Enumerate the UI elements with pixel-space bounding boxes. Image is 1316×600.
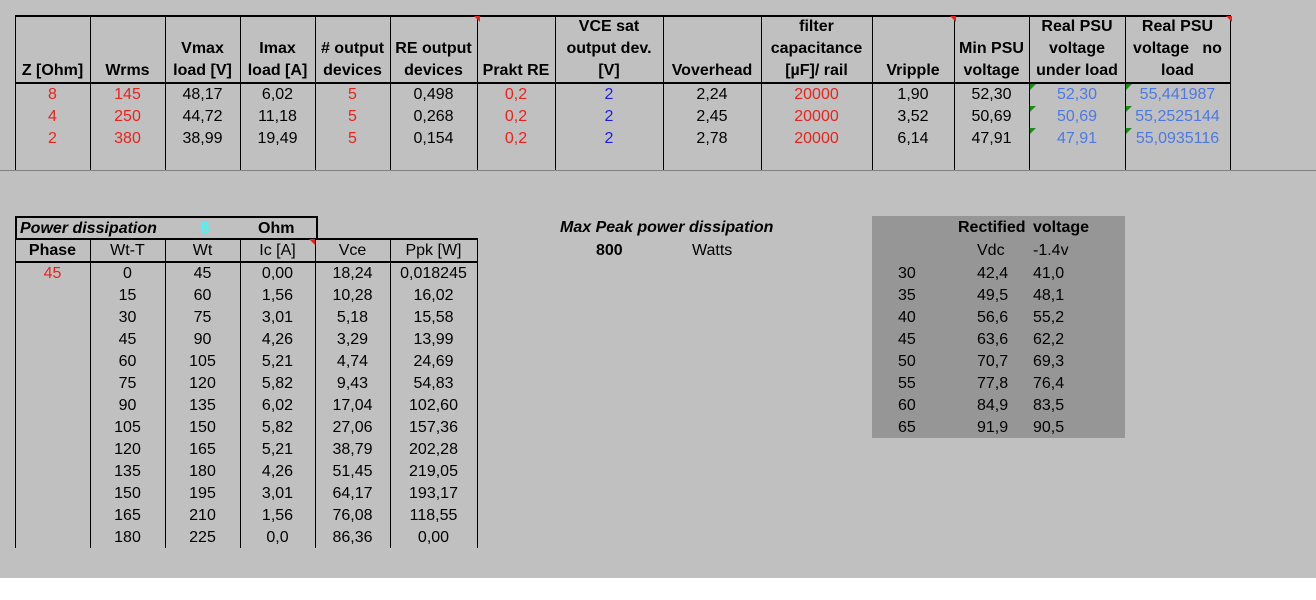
- top-header-line: load [A]: [247, 62, 308, 79]
- rectified-cell[interactable]: 63,6: [977, 331, 1009, 348]
- top-header-line: devices: [404, 62, 463, 79]
- power-data-cell[interactable]: 15: [118, 287, 137, 304]
- max-peak-title: Max Peak power dissipation: [560, 219, 774, 236]
- power-data-cell[interactable]: 9,43: [336, 375, 369, 392]
- power-data-cell[interactable]: 54,83: [413, 375, 454, 392]
- power-data-cell[interactable]: 18,24: [332, 265, 373, 282]
- top-data-cell[interactable]: 0,2: [504, 86, 528, 103]
- power-data-cell[interactable]: 180: [189, 463, 216, 480]
- top-header-line: Vripple: [886, 62, 940, 79]
- rectified-cell[interactable]: 35: [898, 287, 916, 304]
- top-data-cell[interactable]: 3,52: [897, 108, 929, 125]
- top-col-divider: [1230, 15, 1231, 170]
- rectified-voltage-box: [872, 216, 1125, 438]
- rectified-cell[interactable]: 76,4: [1033, 375, 1065, 392]
- power-data-cell[interactable]: 5,18: [336, 309, 369, 326]
- top-data-cell[interactable]: 0,154: [413, 130, 454, 147]
- top-data-cell[interactable]: 38,99: [182, 130, 223, 147]
- top-header-cell[interactable]: [1125, 16, 1230, 82]
- power-data-cell[interactable]: 0,00: [261, 265, 294, 282]
- top-data-cell[interactable]: 52,30: [971, 86, 1012, 103]
- power-data-cell[interactable]: 30: [118, 309, 137, 326]
- rectified-cell[interactable]: 62,2: [1033, 331, 1065, 348]
- power-data-cell[interactable]: 135: [114, 463, 141, 480]
- power-data-cell[interactable]: 0,00: [417, 529, 450, 546]
- top-data-cell[interactable]: 2: [604, 108, 614, 125]
- top-header-line: voltage no: [1133, 40, 1222, 57]
- power-data-cell[interactable]: 225: [189, 529, 216, 546]
- top-header-cell[interactable]: [1029, 16, 1125, 82]
- power-data-cell[interactable]: 165: [189, 441, 216, 458]
- top-data-cell[interactable]: 4: [48, 108, 57, 125]
- error-marker: [1126, 84, 1132, 90]
- top-header-line: capacitance: [770, 40, 863, 57]
- power-data-cell[interactable]: 90: [193, 331, 212, 348]
- power-data-cell[interactable]: 6,02: [261, 397, 294, 414]
- power-data-cell[interactable]: 1,56: [261, 507, 294, 524]
- top-data-cell[interactable]: 6,14: [897, 130, 929, 147]
- max-peak-unit: Watts: [692, 242, 733, 259]
- top-data-cell[interactable]: 5: [348, 108, 357, 125]
- top-header-line: Real PSU: [1041, 18, 1113, 35]
- power-data-cell[interactable]: 51,45: [332, 463, 373, 480]
- rectified-cell[interactable]: 48,1: [1033, 287, 1065, 304]
- top-header-cell[interactable]: [477, 16, 555, 82]
- top-header-line: load [V]: [173, 62, 232, 79]
- power-data-cell[interactable]: 17,04: [332, 397, 373, 414]
- power-data-cell[interactable]: 10,28: [332, 287, 373, 304]
- power-data-cell[interactable]: 3,29: [336, 331, 369, 348]
- top-header-line: load: [1161, 62, 1194, 79]
- error-marker: [1030, 84, 1036, 90]
- rectified-col-vdc: Vdc: [977, 242, 1005, 259]
- top-data-cell[interactable]: 8: [48, 86, 57, 103]
- max-peak-value: 800: [596, 242, 623, 259]
- error-marker: [1126, 128, 1132, 134]
- power-data-cell[interactable]: 60: [118, 353, 137, 370]
- top-header-line: output dev.: [566, 40, 652, 57]
- power-data-cell[interactable]: 157,36: [409, 419, 458, 436]
- top-header-line: Wrms: [105, 62, 150, 79]
- power-data-cell[interactable]: 13,99: [413, 331, 454, 348]
- top-header-line: [µF]/ rail: [785, 62, 848, 79]
- rectified-cell[interactable]: 84,9: [977, 397, 1009, 414]
- top-header-line: Voverhead: [671, 62, 753, 79]
- rectified-cell[interactable]: 55: [898, 375, 916, 392]
- power-data-cell[interactable]: 38,79: [332, 441, 373, 458]
- top-data-cell[interactable]: 0,2: [504, 108, 528, 125]
- top-header-line: # output: [320, 40, 385, 57]
- top-data-cell[interactable]: 2,78: [696, 130, 728, 147]
- power-data-cell[interactable]: 27,06: [332, 419, 373, 436]
- top-data-cell[interactable]: 20000: [794, 108, 839, 125]
- comment-marker: [950, 16, 956, 22]
- top-data-cell[interactable]: 19,49: [257, 130, 298, 147]
- power-data-cell[interactable]: 120: [114, 441, 141, 458]
- power-data-cell[interactable]: 0,018245: [400, 265, 467, 282]
- top-data-cell[interactable]: 55,0935116: [1135, 130, 1220, 147]
- error-marker: [1126, 106, 1132, 112]
- top-header-cell[interactable]: [555, 16, 663, 82]
- power-data-cell[interactable]: 45: [118, 331, 137, 348]
- top-data-cell[interactable]: 0,268: [413, 108, 454, 125]
- top-header-line: Prakt RE: [482, 62, 550, 79]
- power-header-cell[interactable]: Ppk [W]: [405, 242, 462, 259]
- error-marker: [1030, 128, 1036, 134]
- power-header-cell[interactable]: Wt: [192, 242, 213, 259]
- power-col-divider: [477, 238, 478, 548]
- power-data-cell[interactable]: 118,55: [409, 507, 458, 524]
- power-data-cell[interactable]: 105: [189, 353, 216, 370]
- top-data-cell[interactable]: 47,91: [971, 130, 1012, 147]
- power-data-cell[interactable]: 180: [114, 529, 141, 546]
- power-data-cell[interactable]: 45: [193, 265, 212, 282]
- power-data-cell[interactable]: 16,02: [413, 287, 454, 304]
- power-data-cell[interactable]: 165: [114, 507, 141, 524]
- top-header-cell[interactable]: [15, 16, 90, 82]
- power-data-cell[interactable]: 102,60: [409, 397, 458, 414]
- top-header-cell[interactable]: [872, 16, 954, 82]
- top-header-cell[interactable]: [315, 16, 390, 82]
- rectified-cell[interactable]: 30: [898, 265, 916, 282]
- top-header-line: Z [Ohm]: [21, 62, 84, 79]
- rectified-cell[interactable]: 45: [898, 331, 916, 348]
- top-header-line: Vmax: [181, 40, 224, 57]
- top-data-cell[interactable]: 380: [114, 130, 141, 147]
- power-ohm-label: Ohm: [258, 220, 295, 237]
- power-data-cell[interactable]: 75: [118, 375, 137, 392]
- top-data-cell[interactable]: 47,91: [1056, 130, 1098, 147]
- power-data-cell[interactable]: 4,74: [336, 353, 369, 370]
- top-data-cell[interactable]: 44,72: [182, 108, 223, 125]
- power-data-cell[interactable]: 0: [123, 265, 132, 282]
- top-header-line: Imax: [259, 40, 296, 57]
- top-data-cell[interactable]: 50,69: [1056, 108, 1098, 125]
- power-data-cell[interactable]: 3,01: [261, 309, 294, 326]
- top-header-line: voltage: [1048, 40, 1105, 57]
- top-data-cell[interactable]: 2: [604, 130, 614, 147]
- power-data-cell[interactable]: 1,56: [261, 287, 294, 304]
- rectified-cell[interactable]: 55,2: [1033, 309, 1065, 326]
- power-data-cell[interactable]: 202,28: [409, 441, 458, 458]
- power-data-cell[interactable]: 64,17: [332, 485, 373, 502]
- top-data-cell[interactable]: 2: [48, 130, 57, 147]
- power-data-cell[interactable]: 3,01: [261, 485, 294, 502]
- top-header-line: Min PSU: [959, 40, 1024, 57]
- top-header-line: VCE sat: [578, 18, 640, 35]
- rectified-cell[interactable]: 83,5: [1033, 397, 1065, 414]
- top-data-cell[interactable]: 55,441987: [1139, 86, 1216, 103]
- top-data-cell[interactable]: 55,2525144: [1135, 108, 1220, 125]
- power-data-cell[interactable]: 4,26: [261, 331, 294, 348]
- rectified-cell[interactable]: 42,4: [977, 265, 1009, 282]
- power-header-cell[interactable]: Vce: [338, 242, 367, 259]
- power-data-cell[interactable]: 5,21: [261, 441, 294, 458]
- power-data-cell[interactable]: 210: [189, 507, 216, 524]
- rectified-cell[interactable]: 41,0: [1033, 265, 1065, 282]
- top-data-cell[interactable]: 145: [114, 86, 141, 103]
- power-data-cell[interactable]: 105: [114, 419, 141, 436]
- rectified-title-1: Rectified: [958, 219, 1026, 236]
- power-data-cell[interactable]: 195: [189, 485, 216, 502]
- rectified-cell[interactable]: 90,5: [1033, 419, 1065, 436]
- top-data-cell[interactable]: 5: [348, 86, 357, 103]
- power-data-cell[interactable]: 5,82: [261, 375, 294, 392]
- power-data-cell[interactable]: 60: [193, 287, 212, 304]
- rectified-cell[interactable]: 49,5: [977, 287, 1009, 304]
- top-header-cell[interactable]: [165, 16, 240, 82]
- power-data-cell[interactable]: 219,05: [409, 463, 458, 480]
- rectified-cell[interactable]: 65: [898, 419, 916, 436]
- top-header-line: voltage: [963, 62, 1020, 79]
- phase-value[interactable]: 45: [43, 265, 62, 282]
- top-data-cell[interactable]: 250: [114, 108, 141, 125]
- comment-marker: [474, 16, 480, 22]
- top-data-cell[interactable]: 2,45: [696, 108, 728, 125]
- power-data-cell[interactable]: 86,36: [332, 529, 373, 546]
- power-data-cell[interactable]: 75: [193, 309, 212, 326]
- top-header-cell[interactable]: [663, 16, 761, 82]
- top-data-cell[interactable]: 6,02: [261, 86, 294, 103]
- power-data-cell[interactable]: 15,58: [413, 309, 454, 326]
- power-data-cell[interactable]: 5,82: [261, 419, 294, 436]
- top-header-line: filter: [799, 18, 834, 35]
- top-header-line: devices: [323, 62, 382, 79]
- top-data-cell[interactable]: 0,2: [504, 130, 528, 147]
- power-header-cell[interactable]: Phase: [28, 242, 77, 259]
- power-data-cell[interactable]: 4,26: [261, 463, 294, 480]
- top-data-cell[interactable]: 1,90: [897, 86, 929, 103]
- power-header-cell[interactable]: Ic [A]: [259, 242, 296, 259]
- error-marker: [1030, 106, 1036, 112]
- power-data-cell[interactable]: 76,08: [332, 507, 373, 524]
- rectified-cell[interactable]: 69,3: [1033, 353, 1065, 370]
- top-header-cell[interactable]: [390, 16, 477, 82]
- power-data-cell[interactable]: 0,0: [266, 529, 289, 546]
- sheet-divider: [0, 170, 1316, 171]
- top-data-cell[interactable]: 5: [348, 130, 357, 147]
- top-header-line: under load: [1036, 62, 1118, 79]
- top-header-line: Real PSU: [1141, 18, 1214, 35]
- top-data-cell[interactable]: 2,24: [696, 86, 728, 103]
- power-data-cell[interactable]: 150: [189, 419, 216, 436]
- power-data-cell[interactable]: 120: [189, 375, 216, 392]
- top-data-cell[interactable]: 11,18: [258, 108, 297, 125]
- top-header-line: [V]: [598, 62, 620, 79]
- top-header-cell[interactable]: [90, 16, 165, 82]
- top-data-cell[interactable]: 50,69: [971, 108, 1012, 125]
- rectified-col-drop: -1.4v: [1033, 242, 1069, 259]
- power-data-cell[interactable]: 24,69: [413, 353, 454, 370]
- rectified-cell[interactable]: 60: [898, 397, 916, 414]
- top-data-cell[interactable]: 0,498: [413, 86, 454, 103]
- top-header-cell[interactable]: [761, 16, 872, 82]
- power-data-cell[interactable]: 193,17: [409, 485, 458, 502]
- top-data-cell[interactable]: 2: [604, 86, 614, 103]
- rectified-title-2: voltage: [1033, 219, 1090, 236]
- power-data-cell[interactable]: 135: [189, 397, 216, 414]
- rectified-cell[interactable]: 91,9: [977, 419, 1009, 436]
- rectified-cell[interactable]: 70,7: [977, 353, 1009, 370]
- rectified-cell[interactable]: 50: [898, 353, 916, 370]
- power-ohm-value[interactable]: 8: [200, 220, 210, 237]
- power-data-cell[interactable]: 150: [114, 485, 141, 502]
- rectified-cell[interactable]: 56,6: [977, 309, 1009, 326]
- top-header-line: RE output: [395, 40, 472, 57]
- comment-marker: [309, 239, 315, 245]
- top-data-cell[interactable]: 48,17: [182, 86, 223, 103]
- top-header-cell[interactable]: [954, 16, 1029, 82]
- power-data-cell[interactable]: 90: [118, 397, 137, 414]
- power-header-cell[interactable]: Wt-T: [110, 242, 145, 259]
- power-title: Power dissipation: [20, 220, 157, 237]
- top-data-cell[interactable]: 20000: [794, 130, 839, 147]
- top-data-cell[interactable]: 52,30: [1056, 86, 1098, 103]
- top-data-cell[interactable]: 20000: [794, 86, 839, 103]
- rectified-cell[interactable]: 40: [898, 309, 916, 326]
- top-header-cell[interactable]: [240, 16, 315, 82]
- comment-marker: [1226, 16, 1232, 22]
- rectified-cell[interactable]: 77,8: [977, 375, 1009, 392]
- power-data-cell[interactable]: 5,21: [261, 353, 294, 370]
